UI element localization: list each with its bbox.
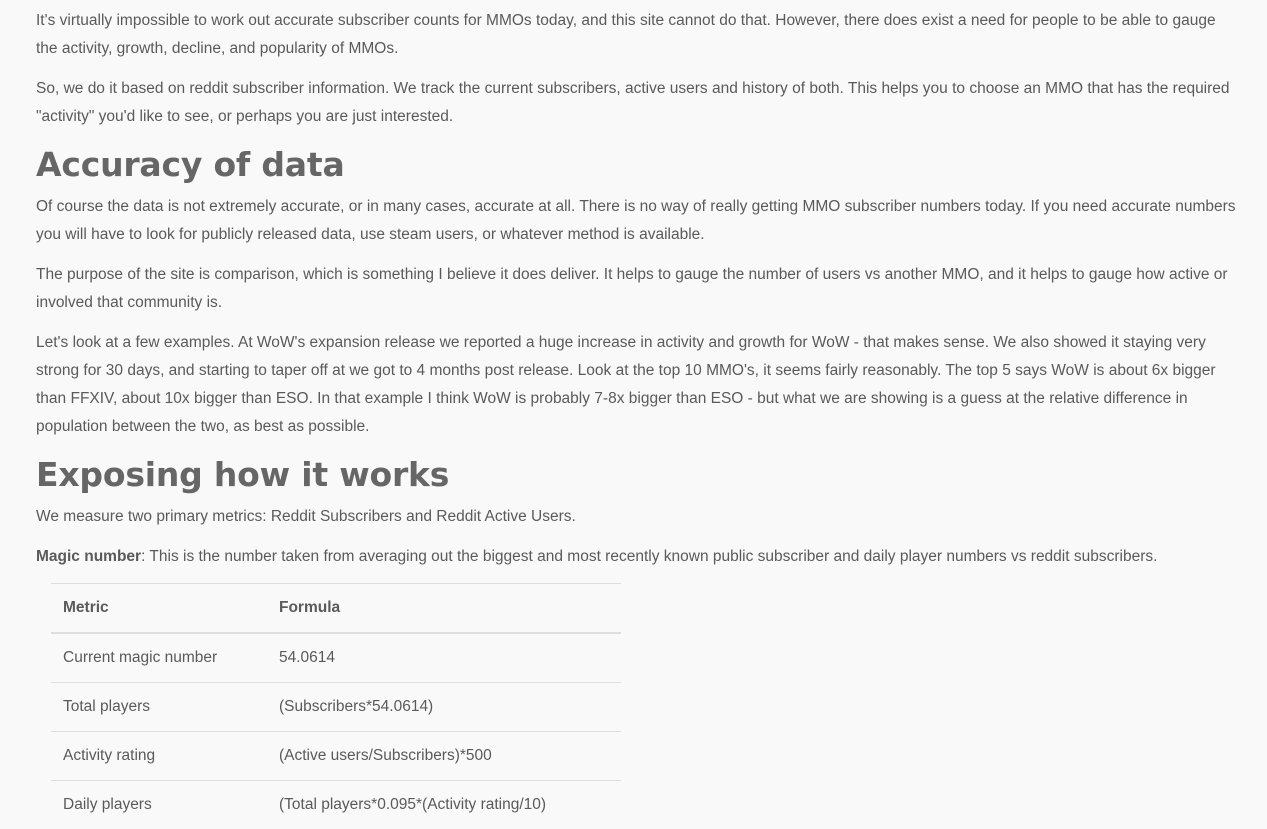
heading-accuracy-of-data: Accuracy of data	[36, 145, 345, 185]
table-row	[51, 633, 621, 683]
header-formula: Formula	[267, 584, 621, 634]
header-metric: Metric	[51, 584, 267, 634]
intro-paragraph-1: It's virtually impossible to work out accurate subscriber counts for MMOs today, and this site cannot do that. However, there does exist a need for people to be able to gauge the activity, growth, decline, and popularity of MMOs.	[36, 7, 1241, 63]
exposing-paragraph-1: We measure two primary metrics: Reddit Subscribers and Reddit Active Users.	[36, 503, 576, 531]
accuracy-paragraph-1: Of course the data is not extremely accurate, or in many cases, accurate at all. There is no way of really getting MMO subscriber numbers today. If you need accurate numbers you will have to look for publicly released data, use steam users, or whatever method is available.	[36, 193, 1241, 249]
magic-number-label: Magic number	[36, 548, 141, 565]
accuracy-paragraph-2: The purpose of the site is comparison, which is something I believe it does deliver. It helps to gauge the number of users vs another MMO, and it helps to gauge how active or involved that community is.	[36, 261, 1241, 317]
table-row	[51, 732, 621, 781]
magic-number-paragraph	[36, 543, 1157, 571]
formula-cell: (Subscribers*54.0614)	[267, 683, 621, 732]
metric-cell: Total players	[51, 683, 267, 732]
table-row	[51, 781, 621, 829]
formula-cell: (Active users/Subscribers)*500	[267, 732, 621, 781]
table-header-row	[51, 584, 621, 634]
metric-cell: Current magic number	[51, 633, 267, 683]
metric-cell: Activity rating	[51, 732, 267, 781]
accuracy-paragraph-3: Let's look at a few examples. At WoW's expansion release we reported a huge increase in activity and growth for WoW - that makes sense. We also showed it staying very strong for 30 days, and starting to taper off at we got to 4 months post release. Look at the top 10 MMO's, it seems fairly reasonably. The top 5 says WoW is about 6x bigger than FFXIV, about 10x bigger than ESO. In that example I think WoW is probably 7-8x bigger than ESO - but what we are showing is a guess at the relative difference in population between the two, as best as possible.	[36, 329, 1241, 441]
intro-paragraph-2: So, we do it based on reddit subscriber information. We track the current subscribers, active users and history of both. This helps you to choose an MMO that has the required "activity" you'd like to see, or perhaps you are just interested.	[36, 75, 1241, 131]
formula-cell: (Total players*0.095*(Activity rating/10)	[267, 781, 621, 829]
magic-number-text: : This is the number taken from averaging out the biggest and most recently known public subscriber and daily player numbers vs reddit subscribers.	[141, 548, 1157, 565]
heading-exposing-how-it-works: Exposing how it works	[36, 455, 449, 495]
formula-cell: 54.0614	[267, 633, 621, 683]
table-row	[51, 683, 621, 732]
metric-cell: Daily players	[51, 781, 267, 829]
metrics-table	[51, 583, 621, 829]
